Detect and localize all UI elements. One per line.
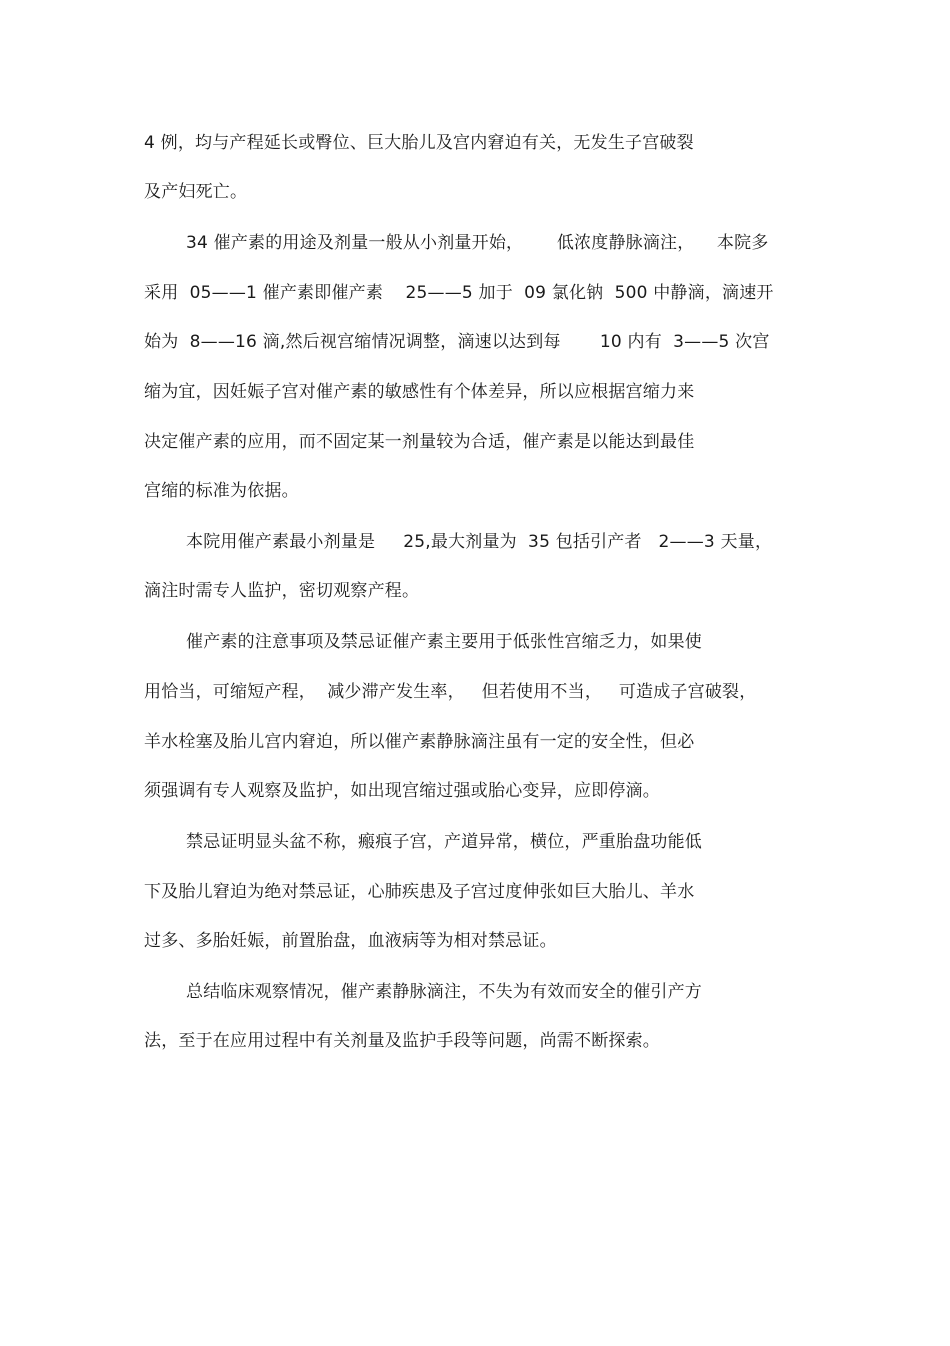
text-line: 法，至于在应用过程中有关剂量及监护手段等问题，尚需不断探索。 [144, 1031, 660, 1051]
text-line: 34 催产素的用途及剂量一般从小剂量开始， 低浓度静脉滴注， 本院多 [186, 233, 769, 253]
text-line: 本院用催产素最小剂量是 25,最大剂量为 35 包括引产者 2——3 天量， [186, 532, 773, 552]
text-line: 始为 8——16 滴,然后视宫缩情况调整，滴速以达到每 10 内有 3——5 次宫 [144, 332, 770, 352]
text-line: 滴注时需专人监护，密切观察产程。 [144, 581, 420, 601]
text-line: 下及胎儿窘迫为绝对禁忌证，心肺疾患及子宫过度伸张如巨大胎儿、羊水 [144, 882, 695, 902]
text-line: 过多、多胎妊娠，前置胎盘，血液病等为相对禁忌证。 [144, 931, 557, 951]
text-line: 羊水栓塞及胎儿宫内窘迫，所以催产素静脉滴注虽有一定的安全性，但必 [144, 732, 695, 752]
text-line: 缩为宜，因妊娠子宫对催产素的敏感性有个体差异，所以应根据宫缩力来 [144, 382, 695, 402]
text-line: 宫缩的标准为依据。 [144, 481, 299, 501]
text-line: 决定催产素的应用，而不固定某一剂量较为合适，催产素是以能达到最佳 [144, 432, 695, 452]
text-line: 采用 05——1 催产素即催产素 25——5 加于 09 氯化钠 500 中静滴，滴速开 [144, 283, 774, 303]
text-line: 禁忌证明显头盆不称，瘢痕子宫，产道异常，横位，严重胎盘功能低 [186, 832, 702, 852]
text-line: 须强调有专人观察及监护，如出现宫缩过强或胎心变异，应即停滴。 [144, 781, 660, 801]
text-line: 催产素的注意事项及禁忌证催产素主要用于低张性宫缩乏力，如果使 [186, 632, 702, 652]
text-line: 4 例，均与产程延长或臀位、巨大胎儿及宫内窘迫有关，无发生子宫破裂 [144, 133, 694, 153]
text-line: 及产妇死亡。 [144, 182, 248, 202]
text-line: 用恰当，可缩短产程， 减少滞产发生率， 但若使用不当， 可造成子宫破裂， [144, 682, 757, 702]
text-line: 总结临床观察情况，催产素静脉滴注，不失为有效而安全的催引产方 [186, 982, 702, 1002]
